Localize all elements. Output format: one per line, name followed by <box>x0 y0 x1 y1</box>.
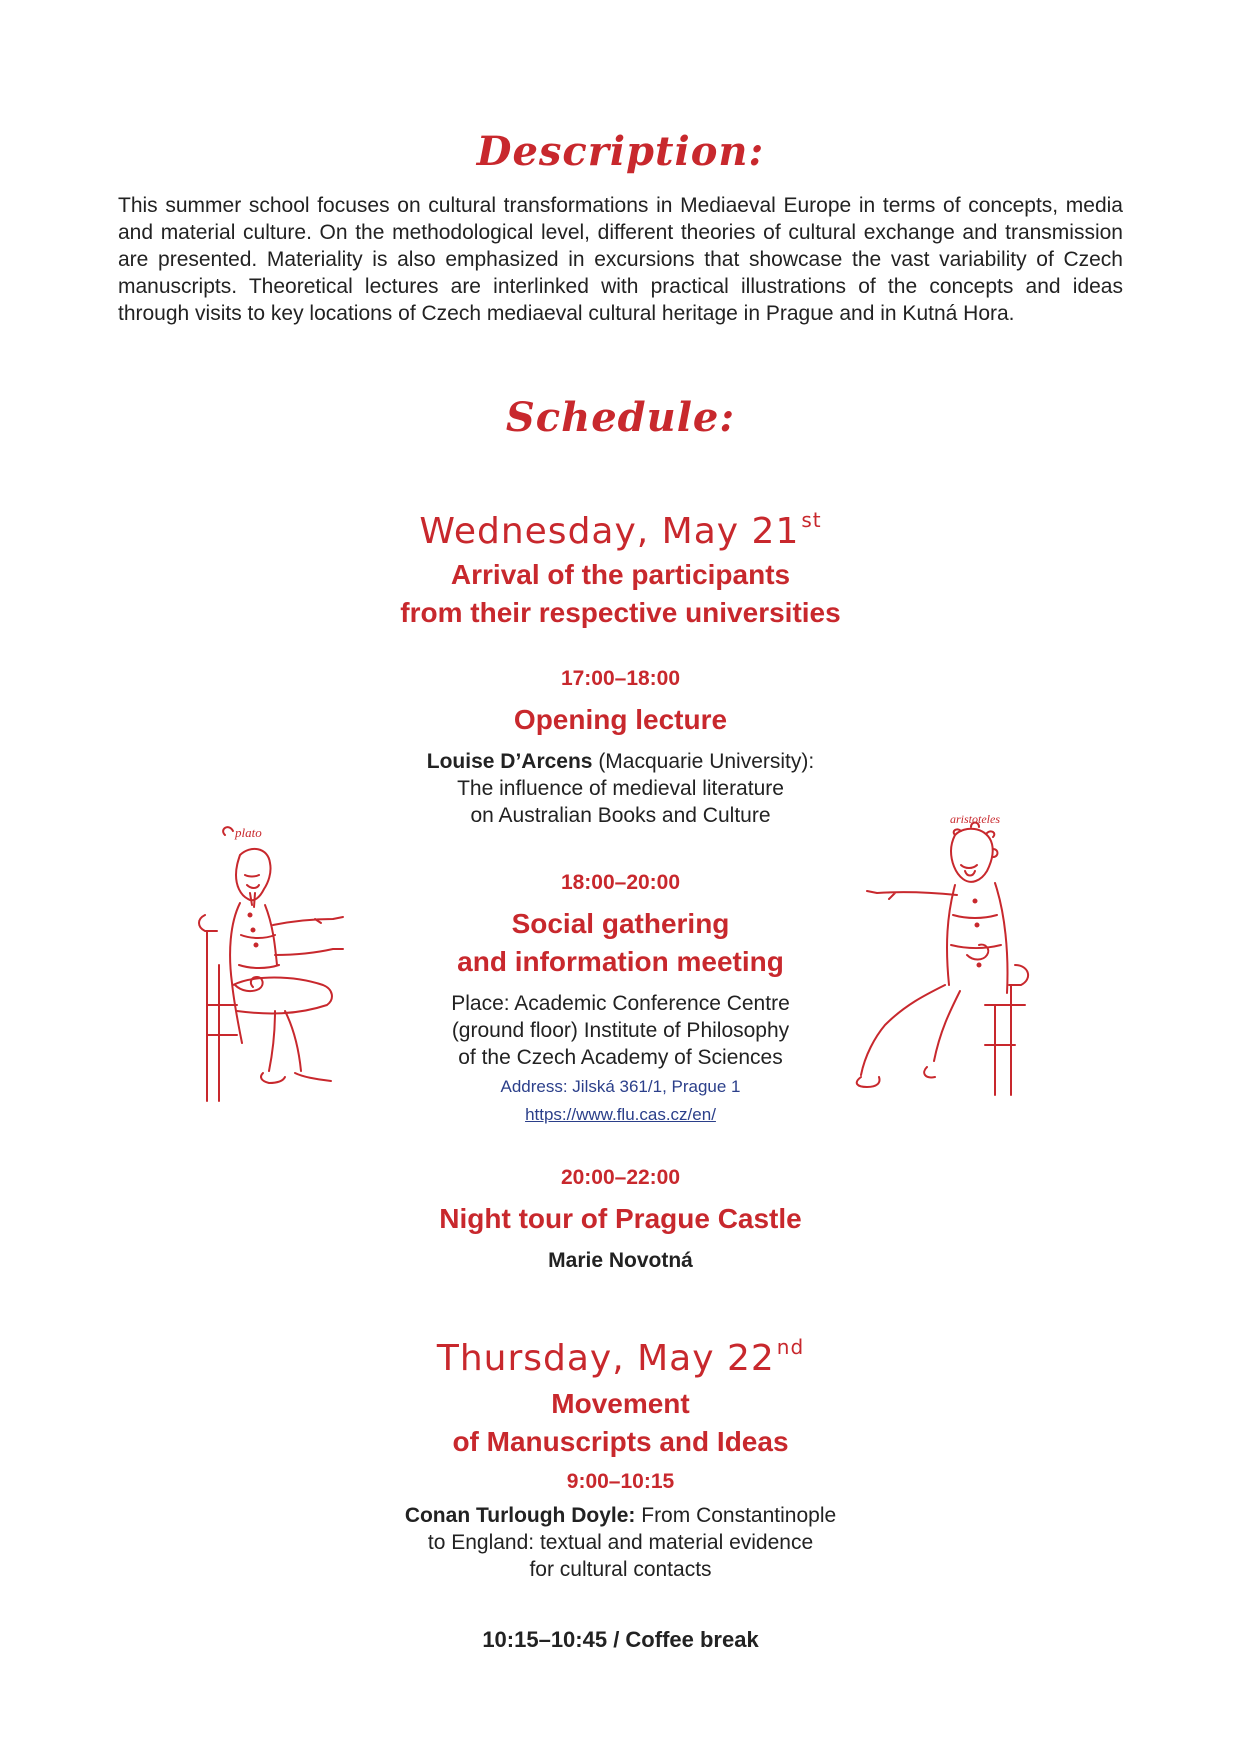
day2-event1-line2: to England: textual and material evidence <box>427 1531 814 1554</box>
day1-subtitle-line1: Arrival of the participants <box>450 559 791 590</box>
plato-label: plato <box>235 825 262 840</box>
day2-event1-line1 <box>0 1502 1241 1529</box>
description-heading: Description: <box>476 128 765 175</box>
coffee-break: 10:15–10:45 / Coffee break <box>482 1627 759 1652</box>
day2-event1-line1-rest: From Constantinople <box>635 1504 837 1527</box>
event2-time: 18:00–20:00 <box>560 871 681 894</box>
day1-subtitle-line2: from their respective universities <box>400 597 841 628</box>
event1-speaker: Louise D’Arcens <box>426 750 593 773</box>
day2-title: Thursday, May 22 $^{nd}$ <box>436 1335 805 1379</box>
event1-speaker-line <box>0 748 1241 775</box>
event1-line3: on Australian Books and Culture <box>470 804 771 827</box>
event1-affiliation: (Macquarie University): <box>592 750 815 773</box>
event2-title-line1: Social gathering <box>511 908 730 939</box>
event1-title: Opening lecture <box>513 704 728 735</box>
event2-address: Address: Jilská 361/1, Prague 1 <box>500 1077 741 1096</box>
plato-illustration <box>195 815 385 1105</box>
description-text: This summer school focuses on cultural transformations in Mediaeval Europe in terms of concepts, media and material culture. On the methodological level, different theories of cultural exchange and transmission are presented. Materiality is also emphasized in excursions that showcase the vast variability of Czech manuscripts. Theoretical lectures are interlinked with practical illustrations of the concepts and ideas through visits to key locations of Czech mediaeval cultural heritage in Prague and in Kutná Hora. <box>118 194 1123 325</box>
event3-time: 20:00–22:00 <box>560 1166 681 1189</box>
day1-title: Wednesday, May 21 $^{st}$ <box>419 508 822 552</box>
aristoteles-illustration <box>835 805 1045 1105</box>
event2-url-row <box>0 1101 1241 1128</box>
event2-title-line2: and information meeting <box>457 946 784 977</box>
event3-guide: Marie Novotná <box>548 1249 693 1272</box>
schedule-heading: Schedule: <box>505 394 736 441</box>
day2-subtitle-line1: Movement <box>551 1388 690 1419</box>
day2-event1-line3: for cultural contacts <box>529 1558 712 1581</box>
aristoteles-label: aristoteles <box>950 812 1000 826</box>
event2-url-link[interactable]: https://www.flu.cas.cz/en/ <box>525 1105 716 1124</box>
event2-place-line1: Place: Academic Conference Centre <box>451 992 790 1015</box>
event2-place-line3: of the Czech Academy of Sciences <box>458 1046 783 1069</box>
event1-time: 17:00–18:00 <box>560 667 681 690</box>
day2-event1-speaker: Conan Turlough Doyle: <box>404 1504 636 1527</box>
day2-subtitle-line2: of Manuscripts and Ideas <box>452 1426 789 1457</box>
event3-title: Night tour of Prague Castle <box>439 1203 802 1234</box>
event2-place-line2: (ground floor) Institute of Philosophy <box>451 1019 790 1042</box>
event1-line2: The influence of medieval literature <box>457 777 784 800</box>
day2-event1-time: 9:00–10:15 <box>566 1470 675 1493</box>
